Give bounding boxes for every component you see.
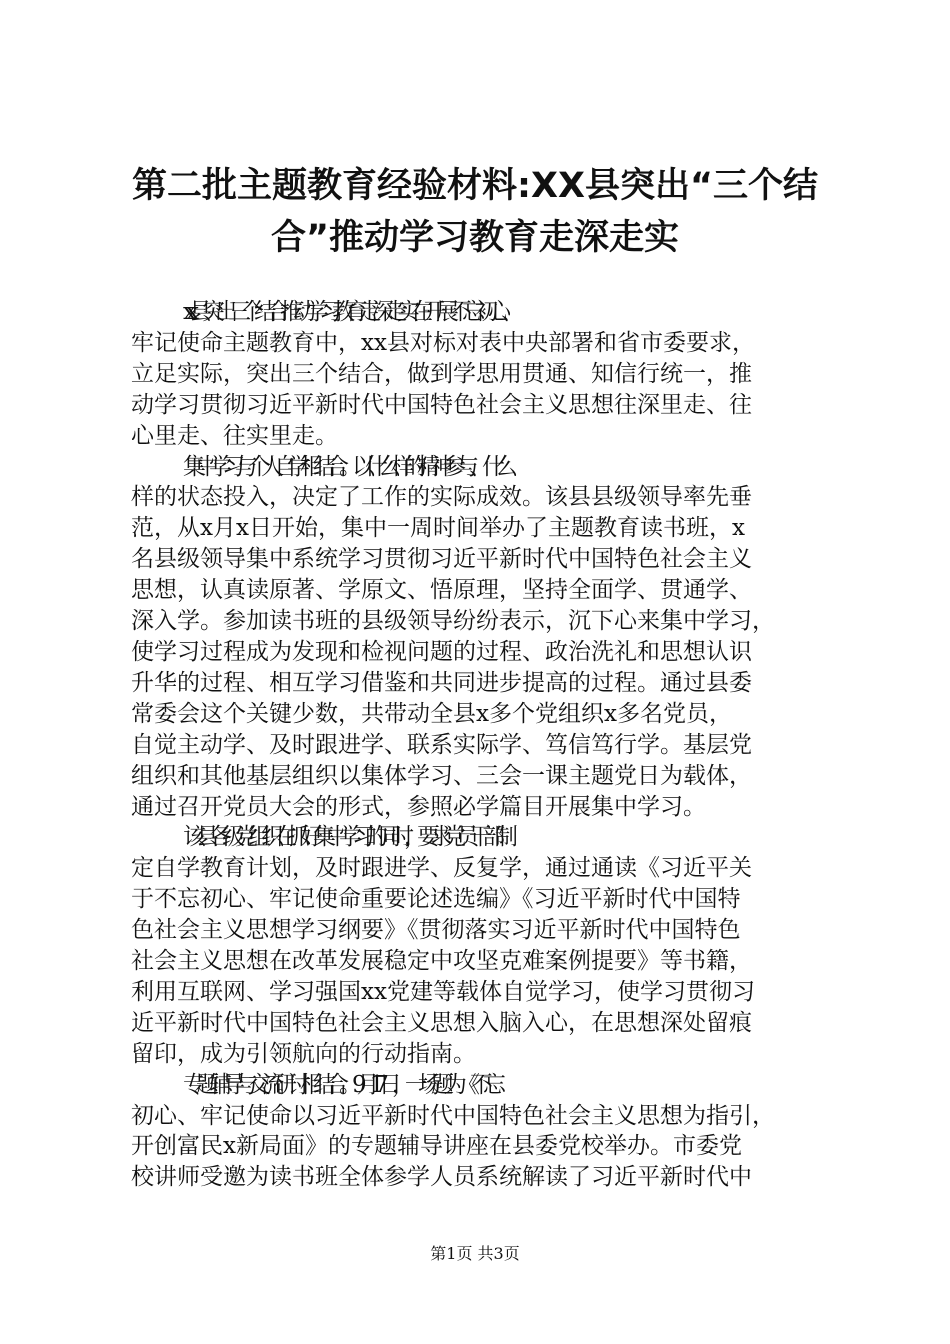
paragraph-line: 组织和其他基层组织以集体学习、三会一课主题党日为载体， <box>131 762 752 789</box>
paragraph-line: 自觉主动学、及时跟进学、联系实际学、笃信笃行学。基层党 <box>131 731 752 758</box>
paragraph-line: 心里走、往实里走。 <box>131 422 338 449</box>
paragraph-line: xx县突出三个结合推动学习教育走深走实在开展不忘初心、 <box>183 299 514 325</box>
document-title <box>110 160 840 264</box>
title-line: 第二批主题教育经验材料:XX县突出“三个结 <box>132 166 818 206</box>
paragraph-line: 留印，成为引领航向的行动指南。 <box>131 1040 476 1067</box>
paragraph-line: 立足实际，突出三个结合，做到学思用贯通、知信行统一，推 <box>131 360 752 387</box>
paragraph-line: 色社会主义思想学习纲要》《贯彻落实习近平新时代中国特色 <box>131 917 741 944</box>
paragraph-line: 专题辅导与交流研讨相结合。9月17日，一场题为《不忘 <box>183 1071 496 1098</box>
paragraph-line: 深入学。参加读书班的县级领导纷纷表示，沉下心来集中学习， <box>131 608 775 635</box>
paragraph-line: 校讲师受邀为读书班全体参学人员系统解读了习近平新时代中 <box>131 1164 752 1191</box>
document-body <box>131 297 843 1193</box>
paragraph-line: 于不忘初心、牢记使命重要论述选编》《习近平新时代中国特 <box>131 886 741 913</box>
title-line: 合”推动学习教育走深走实 <box>270 218 679 258</box>
paragraph-line: 使学习过程成为发现和检视问题的过程、政治洗礼和思想认识 <box>131 638 752 665</box>
paragraph-line: 集中学习与个人自学相结合。以什么样的精神参与、什么 <box>183 453 508 480</box>
paragraph-line: 牢记使命主题教育中，xx县对标对表中央部署和省市委要求， <box>131 329 755 356</box>
paragraph <box>131 452 843 823</box>
paragraph-line: 范，从x月x日开始，集中一周时间举办了主题教育读书班，x <box>131 515 745 542</box>
paragraph-line: 样的状态投入，决定了工作的实际成效。该县县级领导率先垂 <box>131 484 752 511</box>
paragraph-line: 升华的过程、相互学习借鉴和共同进步提高的过程。通过县委 <box>131 669 752 696</box>
paragraph-line: 常委会这个关键少数，共带动全县x多个党组织x多名党员， <box>131 700 732 727</box>
paragraph <box>131 297 843 452</box>
paragraph-line: 利用互联网、学习强国xx党建等载体自觉学习，使学习贯彻习 <box>131 978 755 1005</box>
paragraph-line: 动学习贯彻习近平新时代中国特色社会主义思想往深里走、往 <box>131 391 752 418</box>
paragraph <box>131 1070 843 1194</box>
page-footer: 第1页 共3页 <box>430 1244 520 1263</box>
paragraph-line: 该县各级党组织在抓好集中学习的同时，要求党员干部制 <box>183 824 508 851</box>
paragraph-line: 名县级领导集中系统学习贯彻习近平新时代中国特色社会主义 <box>131 546 752 573</box>
paragraph-line: 开创富民x新局面》的专题辅导讲座在县委党校举办。市委党 <box>131 1133 742 1160</box>
paragraph-line: 社会主义思想在改革发展稳定中攻坚克难案例提要》等书籍， <box>131 948 752 975</box>
paragraph-line: 近平新时代中国特色社会主义思想入脑入心，在思想深处留痕 <box>131 1009 752 1036</box>
paragraph <box>131 822 843 1069</box>
paragraph-line: 定自学教育计划，及时跟进学、反复学，通过通读《习近平关 <box>131 855 752 882</box>
paragraph-line: 通过召开党员大会的形式，参照必学篇目开展集中学习。 <box>131 793 706 820</box>
paragraph-line: 思想，认真读原著、学原文、悟原理，坚持全面学、贯通学、 <box>131 577 752 604</box>
paragraph-line: 初心、牢记使命以习近平新时代中国特色社会主义思想为指引， <box>131 1102 775 1129</box>
